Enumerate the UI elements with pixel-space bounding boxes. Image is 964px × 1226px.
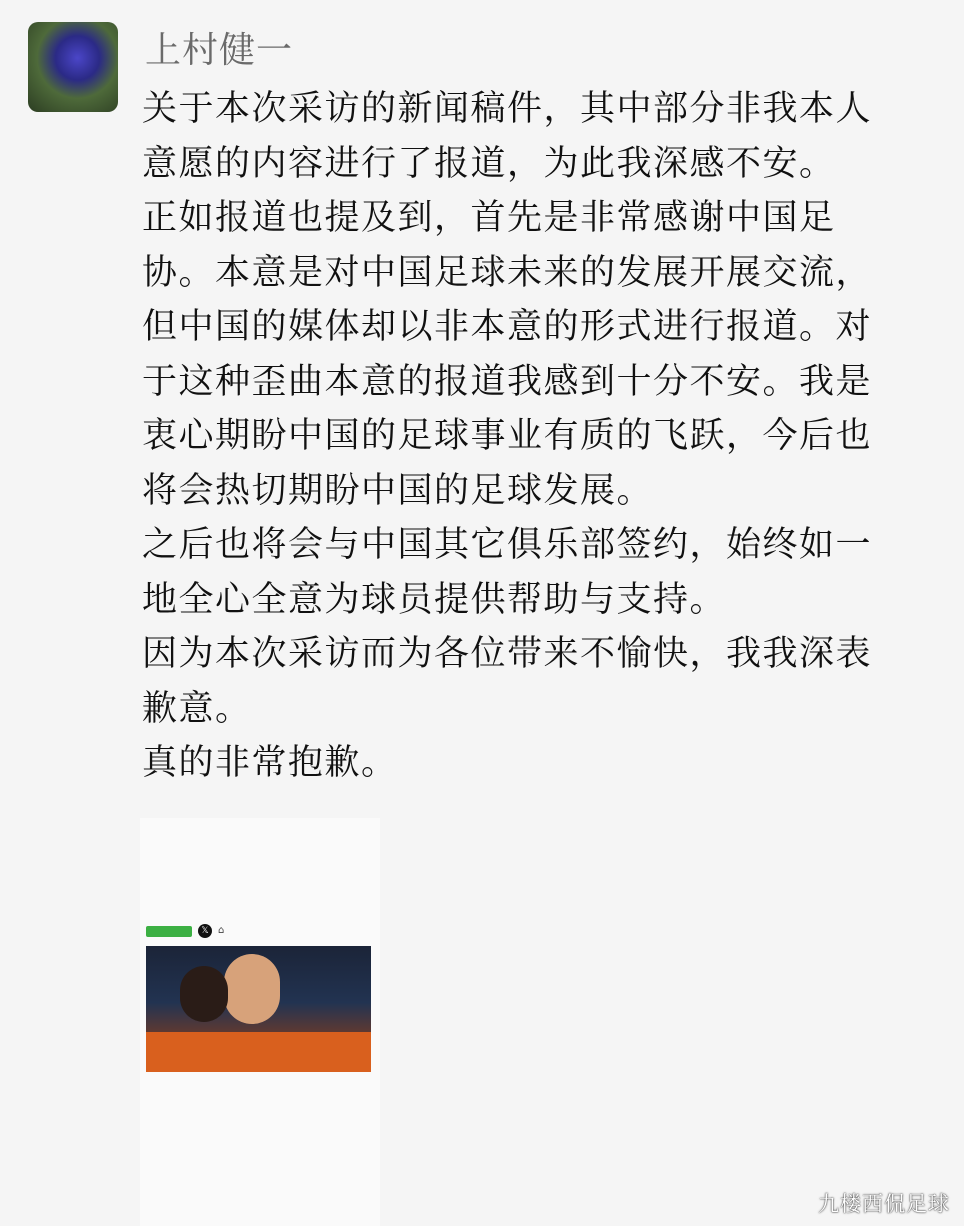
post-paragraph: 正如报道也提及到，首先是非常感谢中国足协。本意是对中国足球未来的发展开展交流，但中国的媒体却以非本意的形式进行报道。对于这种歪曲本意的报道我感到十分不安。我是衷心期盼中国的足球事业有质的飞跃，今后也将会热切期盼中国的足球发展。 bbox=[142, 198, 873, 511]
post-paragraph: 因为本次采访而为各位带来不愉快，我我深表歉意。 bbox=[142, 634, 873, 729]
post-paragraph: 真的非常抱歉。 bbox=[142, 743, 398, 783]
watermark: 九楼西侃足球 bbox=[818, 1192, 950, 1216]
share-button[interactable] bbox=[146, 926, 192, 937]
bookmark-icon[interactable]: ⌂ bbox=[218, 925, 225, 936]
x-icon[interactable]: 𝕏 bbox=[198, 924, 212, 938]
article-photo bbox=[146, 946, 371, 1072]
article-screenshot[interactable] bbox=[140, 818, 380, 1226]
avatar[interactable] bbox=[28, 22, 118, 112]
post-paragraph: 之后也将会与中国其它俱乐部签约，始终如一地全心全意为球员提供帮助与支持。 bbox=[142, 525, 873, 620]
share-row bbox=[146, 924, 374, 940]
post-text bbox=[142, 82, 882, 791]
author-name[interactable]: 上村健一 bbox=[145, 30, 294, 71]
post-paragraph: 关于本次采访的新闻稿件，其中部分非我本人意愿的内容进行了报道，为此我深感不安。 bbox=[142, 89, 873, 184]
person-shape bbox=[180, 966, 228, 1022]
person-shape bbox=[224, 954, 280, 1024]
jersey-shape bbox=[146, 1032, 371, 1072]
article-meta bbox=[146, 910, 374, 924]
